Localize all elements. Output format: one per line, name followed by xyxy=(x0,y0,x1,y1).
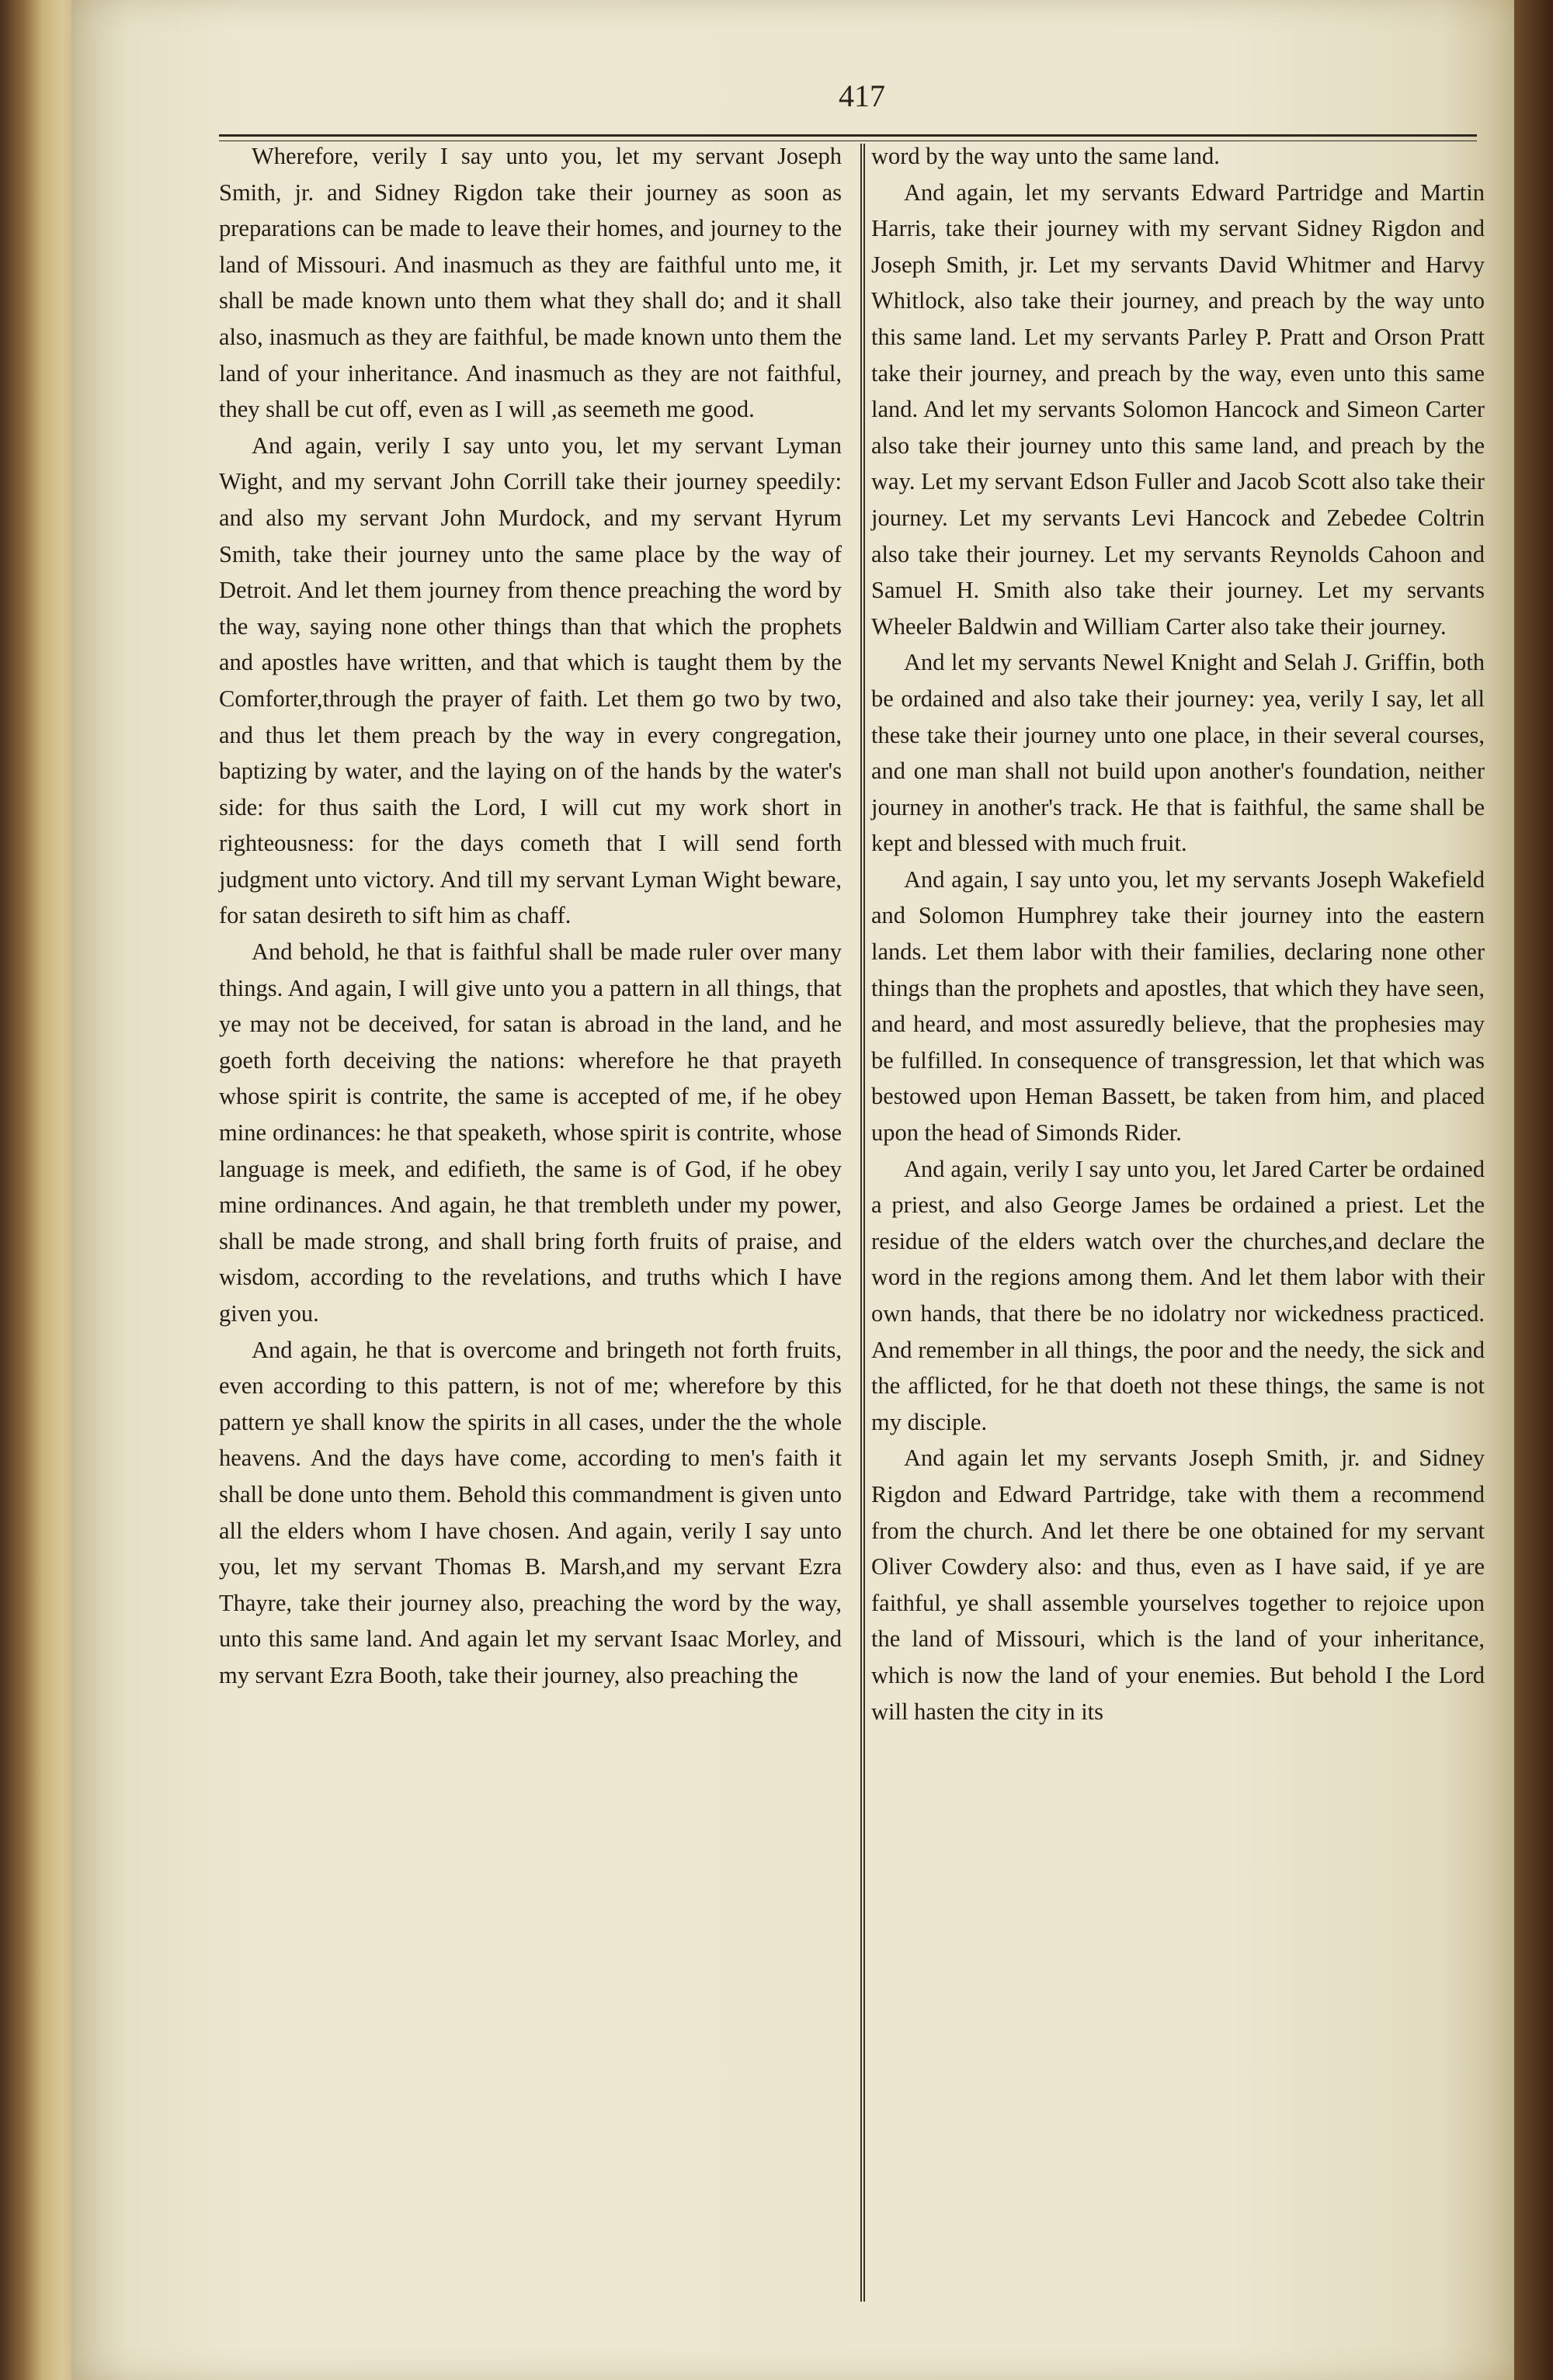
book-edge xyxy=(1514,0,1553,2380)
header-rule xyxy=(219,134,1477,137)
paragraph: And behold, he that is faithful shall be made ruler over many things. And again, I will give unto you a pattern in all things, that ye may not be deceived, for satan is abroad in the land, and he goeth forth deceiving the nations: wherefore he that prayeth whose spirit is contrite, the same is accepted of me, if he obey mine ordinances: he that speaketh, whose spirit is contrite, whose language is meek, and edifieth, the same is of God, if he obey mine ordinances. And again, he that trembleth under my power, shall be made strong, and shall bring forth fruits of praise, and wisdom, according to the revelations, and truths which I have given you. xyxy=(219,938,842,1327)
paragraph: And let my servants Newel Knight and Selah J. Griffin, both be ordained and also take their journey: yea, verily I say, let all these take their journey unto one place, in their several courses, and one man shall not build upon another's foundation, neither journey in another's track. He that is faithful, the same shall be kept and blessed with much fruit. xyxy=(871,649,1485,857)
paragraph: And again, he that is overcome and bringeth not forth fruits, even according to this pattern, is not of me; wherefore by this pattern ye shall know the spirits in all cases, under the the whole heavens. And the days have come, according to men's faith it shall be done unto them. Behold this commandment is given unto all the elders whom I have chosen. And again, verily I say unto you, let my servant Thomas B. Marsh,and my servant Ezra Thayre, take their journey also, preaching the word by the way, unto this same land. And again let my servant Isaac Morley, and my servant Ezra Booth, take their journey, also preaching the xyxy=(219,1336,842,1688)
book-spine xyxy=(0,0,78,2380)
paragraph: Wherefore, verily I say unto you, let my servant Joseph Smith, jr. and Sidney Rigdon take their journey as soon as preparations can be made to leave their homes, and journey to the land of Missouri. And inasmuch as they are faithful unto me, it shall be made known unto them what they shall do; and it shall also, inasmuch as they are faithful, be made known unto them the land of your inheritance. And inasmuch as they are not faithful, they shall be cut off, even as I will ,as seemeth me good. xyxy=(219,143,842,423)
paragraph: And again, verily I say unto you, let my servant Lyman Wight, and my servant John Corrill take their journey speedily: and also my servant John Murdock, and my servant Hyrum Smith, take their journey unto the same place by the way of Detroit. And let them journey from thence preaching the word by the way, saying none other things than that which the prophets and apostles have written, and that which is taught them by the Comforter,through the prayer of faith. Let them go two by two, and thus let them preach by the way in every congregation, baptizing by water, and the laying on of the hands by the water's side: for thus saith the Lord, I will cut my work short in righteousness: for the days cometh that I will send forth judgment unto victory. And till my servant Lyman Wight beware, for satan desireth to sift him as chaff. xyxy=(219,432,842,929)
paragraph: And again, let my servants Edward Partridge and Martin Harris, take their journey with my servant Sidney Rigdon and Joseph Smith, jr. Let my servants David Whitmer and Harvy Whitlock, also take their journey, and preach by the way unto this same land. Let my servants Parley P. Pratt and Orson Pratt take their journey, and preach by the way, even unto this same land. And let my servants Solomon Hancock and Simeon Carter also take their journey unto this same land, and preach by the way. Let my servant Edson Fuller and Jacob Scott also take their journey. Let my servants Levi Hancock and Zebedee Coltrin also take their journey. Let my servants Reynolds Cahoon and Samuel H. Smith also take their journey. Let my servants Wheeler Baldwin and William Carter also take their journey. xyxy=(871,179,1485,640)
page-number: 417 xyxy=(839,78,885,113)
column-divider xyxy=(860,144,865,2302)
right-column xyxy=(871,138,1485,1729)
paragraph: And again, verily I say unto you, let Jared Carter be ordained a priest, and also George James be ordained a priest. Let the residue of the elders watch over the churches,and declare the word in the regions among them. And let them labor with their own hands, that there be no idolatry nor wickedness practiced. And remember in all things, the poor and the needy, the sick and the afflicted, for he that doeth not these things, the same is not my disciple. xyxy=(871,1155,1485,1435)
paragraph-continuation: word by the way unto the same land. xyxy=(871,143,1220,169)
paragraph: And again, I say unto you, let my servants Joseph Wakefield and Solomon Humphrey take their journey into the eastern lands. Let them labor with their families, declaring none other things than the prophets and apostles, that which they have seen, and heard, and most assuredly believe, that the prophesies may be fulfilled. In consequence of transgression, let that which was bestowed upon Heman Bassett, be taken from him, and placed upon the head of Simonds Rider. xyxy=(871,866,1485,1147)
paragraph: And again let my servants Joseph Smith, jr. and Sidney Rigdon and Edward Partridge, take with them a recommend from the church. And let there be one obtained for my servant Oliver Cowdery also: and thus, even as I have said, if ye are faithful, ye shall assemble yourselves together to rejoice upon the land of Missouri, which is the land of your inheritance, which is now the land of your enemies. But behold I the Lord will hasten the city in its xyxy=(871,1445,1485,1725)
left-column xyxy=(219,138,842,1694)
